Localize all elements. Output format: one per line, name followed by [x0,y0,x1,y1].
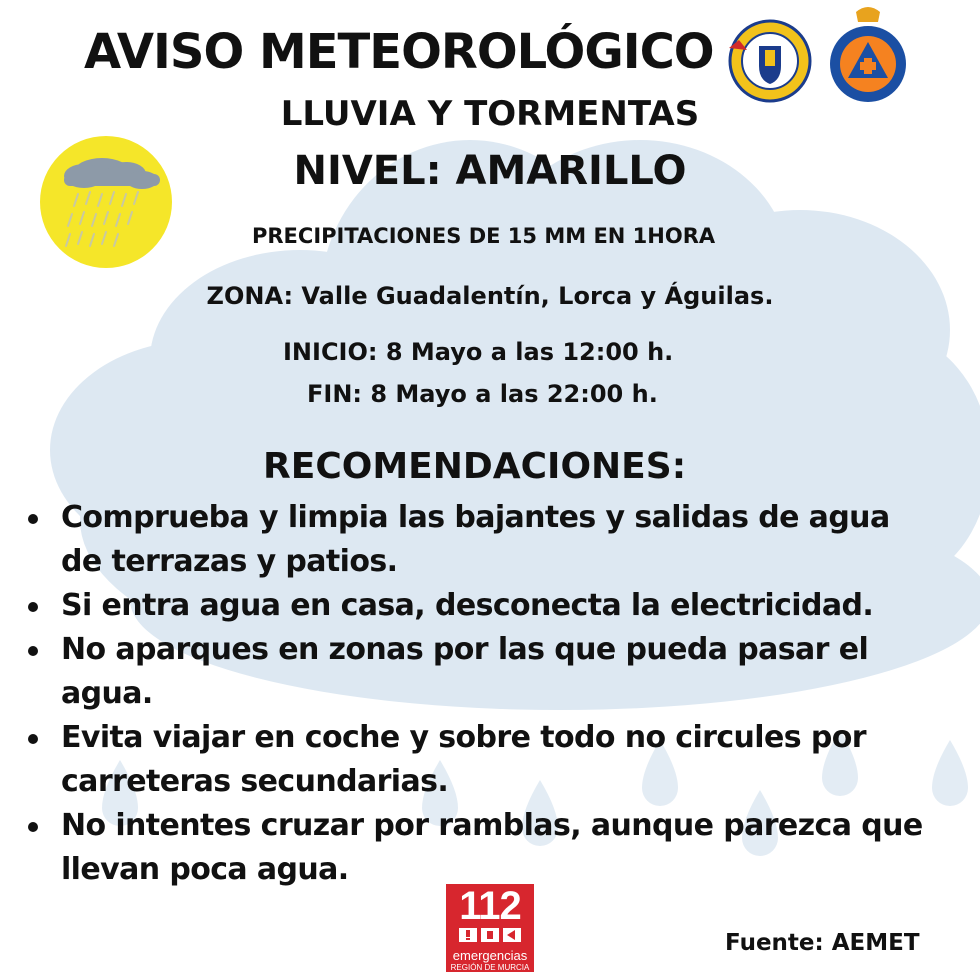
start-time: INICIO: 8 Mayo a las 12:00 h. [283,338,674,366]
list-item [26,716,980,804]
recommendation-text: No aparques en zonas por las que pueda pasar el agua. [61,632,869,711]
zone-detail: ZONA: Valle Guadalentín, Lorca y Águilas. [206,282,774,310]
list-item [26,496,980,584]
logo-112-line1: emergencias [452,948,528,963]
recommendation-text: Evita viajar en coche y sobre todo no circules por carreteras secundarias. [61,720,866,799]
recommendation-text: Comprueba y limpia las bajantes y salidas de agua de terrazas y patios. [61,500,890,579]
bullet-icon [28,602,38,612]
list-item [26,628,980,716]
bullet-icon [28,734,38,744]
emergency-symbols-icon [457,926,523,944]
emergencias-112-logo [446,884,534,972]
list-item [26,584,980,628]
recommendations-list [26,496,980,892]
recommendations-heading: RECOMENDACIONES: [263,446,687,487]
logo-112-number: 112 [459,884,521,928]
rain-cloud-sun-icon [22,132,190,272]
list-item [26,804,980,892]
end-time: FIN: 8 Mayo a las 22:00 h. [307,380,658,408]
recommendation-text: No intentes cruzar por ramblas, aunque parezca que llevan poca agua. [61,808,923,887]
source-credit: Fuente: AEMET [725,930,920,956]
logo-112-line2: REGIÓN DE MURCIA [450,963,530,972]
bullet-icon [28,646,38,656]
precipitation-detail: PRECIPITACIONES DE 15 MM EN 1HORA [252,224,716,248]
bullet-icon [28,514,38,524]
proteccion-civil-logo-icon [826,6,910,106]
warning-level: NIVEL: AMARILLO [293,148,687,194]
recommendation-text: Si entra agua en casa, desconecta la electricidad. [61,588,874,623]
bullet-icon [28,822,38,832]
ayuntamiento-lorca-logo-icon [727,18,813,104]
warning-subtitle: LLUVIA Y TORMENTAS [280,94,700,134]
page-title: AVISO METEOROLÓGICO [84,24,714,80]
